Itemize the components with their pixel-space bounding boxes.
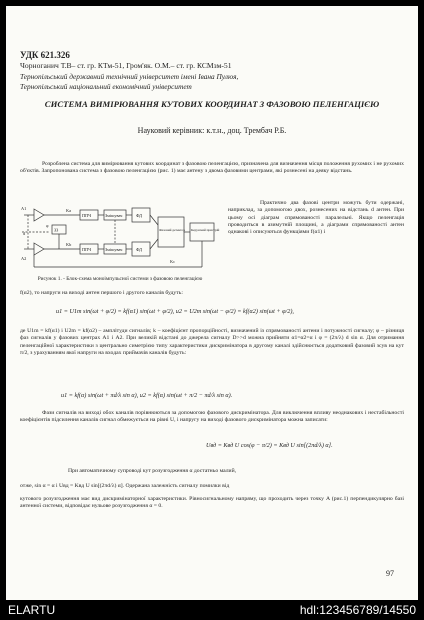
label-kb: Kb <box>66 242 72 247</box>
footer-bar <box>0 600 424 620</box>
block-fd2-label: ФД <box>136 247 142 252</box>
label-d: d <box>23 231 26 236</box>
label-phi: φ <box>46 223 49 228</box>
intro-paragraph: Розроблена система для вимірювання кутових координат з фазовою пеленгацією, призначена для визначення місця положення рухомих і не рухомих об'єктів. Запропонована система з фазовою пеленгацією (рис. 1) має антену з двома фазовими центрами, які рознесені на деяку відстань. <box>20 161 404 175</box>
footer-repository-name: ELARTU <box>8 603 56 617</box>
body-paragraph-4: При автоматичному супроводі кут розузгодження α достатньо малий, <box>68 468 237 474</box>
figure-caption: Рисунок 1. - Блок-схема моноімпульсної системи з фазовою пеленгацією <box>37 276 203 282</box>
right-column-text: Практично два фазові центри можуть бути одержані, наприклад, за допомогою двох, рознесених на відстань d антен. При цьому осі діаграм спрямованості паралельні. Якщо пеленгація проводиться в азимутній площині, а діаграми спрямованості антен однакові і описуються функціями f(α1) і <box>228 200 404 236</box>
footer-handle-id: hdl:123456789/14550 <box>299 603 416 617</box>
affiliation-1: Тернопільський державний технічний університет імені Івана Пулюя, <box>20 72 239 81</box>
block-mixer1-label: Змішувач <box>105 213 123 218</box>
equation-3: Uвд = Kвд U cos(φ − π/2) = Kвд U sin[(2πd/λ) α]. <box>206 442 333 449</box>
block-zz-label: ЗЗ <box>54 227 59 233</box>
block-phase-detector-label: Фазовий детектор <box>159 228 185 232</box>
label-kc: Kc <box>170 259 176 264</box>
advisor-line: Науковий керівник: к.т.н., доц. Трембач Р.Б. <box>137 126 287 135</box>
label-a2: A2 <box>21 256 27 261</box>
body-paragraph-2: де U1m = kf(α1) і U2m = kf(α2) – амплітуди сигналів; k – коефіцієнт пропорційності, визначений із спрямованості антени і потужності сигналу; φ – різниця фаз сигналів у фазових центрах A1 і A2. При великій відстані до джерела сигналу D>>d можна прийняти α1=α2=α і φ = (2π/λ) d sin α. Для отримання пеленгаційної характеристики з центрально симетрією типу характеристики дискримінатора в другому каналі здійснюється додатковий фазовий зсув на кут π/2, з урахуванням якої напруги на входах приймачів каналів будуть: <box>20 328 404 357</box>
block-diagram-figure <box>20 197 220 275</box>
equation-1: u1 = U1m sin(ωt + φ/2) = kf(α1) sin(ωt + φ/2), u2 = U2m sin(ωt − φ/2) = kf(α2) sin(ωt + φ/2), <box>56 308 294 315</box>
label-ka: Ka <box>66 208 72 213</box>
affiliation-2: Тернопільський національний економічний університет <box>20 82 192 91</box>
page-number: 97 <box>386 569 394 578</box>
block-diagram-svg <box>20 197 220 275</box>
document-page <box>6 6 418 600</box>
authors-line: Чорноганич Т.В– ст. гр. КТм-51, Гром'як. О.М.– ст. гр. КСМзм-51 <box>20 61 232 70</box>
block-control-label: Керуючий пристрій <box>191 228 220 232</box>
label-a1: A1 <box>21 206 27 211</box>
equation-2: u1 = kf(α) sin(ωt + πd/λ sin α), u2 = kf(α) sin(ωt + π/2 − πd/λ sin α). <box>61 392 233 399</box>
udc-code: УДК 621.326 <box>20 50 70 60</box>
block-ppch1-label: ППЧ <box>82 213 91 218</box>
body-line-1: f(α2), то напруги на виході антен першого і другого каналів будуть: <box>20 290 183 296</box>
block-fd1-label: ФД <box>136 213 142 218</box>
body-paragraph-5: кутового розузгодження має вид дискримінаторної характеристики. Рівносигнальному напряму, що проходить через точку A (рис.1) перпендикулярно базі антенної системи, відповідає нульове розузгодження α = 0. <box>20 496 404 510</box>
block-ppch2-label: ППЧ <box>82 247 91 252</box>
block-mixer2-label: Змішувач <box>105 247 123 252</box>
paper-title: СИСТЕМА ВИМІРЮВАННЯ КУТОВИХ КООРДИНАТ З ФАЗОВОЮ ПЕЛЕНГАЦІЄЮ <box>44 99 380 109</box>
body-line-eq5: отже, sin α = α і Uвд = Kвд U sin[(2πd/λ) α]. Одержана залежність сигналу помилки від <box>20 483 230 489</box>
antenna-a1-icon <box>34 209 44 221</box>
body-paragraph-3: Фази сигналів на виході обох каналів порівнюються за допомогою фазового дискримінатора. Для виключення впливу неоднакових і нестабільності коефіцієнтів підсилення каналів сигнал обмежується на рівні U, і напругу на виході фазового дискримінатора можна записати: <box>20 410 404 424</box>
antenna-a2-icon <box>34 243 44 255</box>
